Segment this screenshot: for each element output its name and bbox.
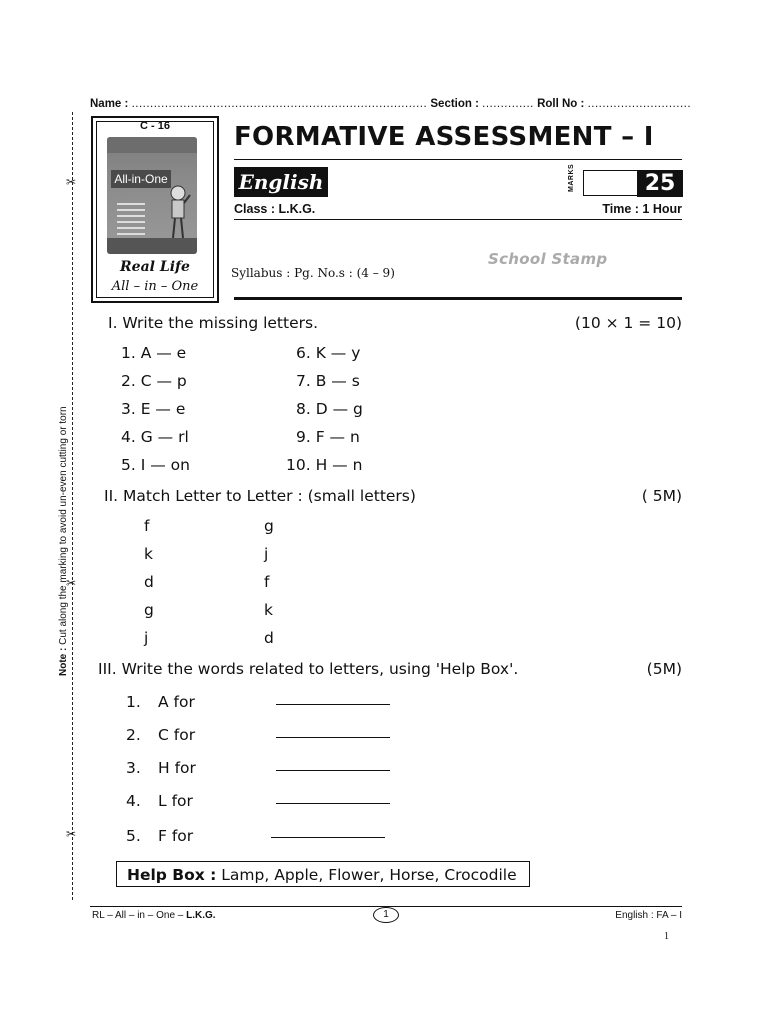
list-item: 8. D — g — [296, 400, 363, 418]
help-box-label: Help Box : — [127, 866, 217, 884]
page-title: FORMATIVE ASSESSMENT – I — [234, 122, 654, 152]
syllabus: Syllabus : Pg. No.s : (4 – 9) — [231, 266, 395, 280]
scissors-icon: ✂ — [66, 576, 77, 590]
match-right[interactable]: k — [264, 601, 273, 619]
footer-right: English : FA – I — [615, 910, 682, 921]
name-field[interactable]: ................................................................................ — [131, 98, 428, 110]
list-item: 7. B — s — [296, 372, 360, 390]
marks-obtained-box[interactable] — [583, 170, 639, 196]
item-number: 2. — [126, 726, 141, 744]
scissors-icon: ✂ — [66, 827, 77, 841]
divider — [234, 297, 682, 300]
total-marks: 25 — [637, 170, 683, 197]
list-item: C for — [158, 726, 196, 744]
item-number: 4. — [126, 792, 141, 810]
side-note: Note : Cut along the marking to avoid un-even cutting or torn — [58, 406, 69, 676]
item-number: 5. — [126, 827, 141, 845]
name-label: Name : — [90, 98, 129, 110]
roll-field[interactable]: ............................ — [587, 98, 692, 110]
match-right[interactable]: f — [264, 573, 270, 591]
divider — [234, 159, 682, 160]
list-item: 5. I — on — [121, 456, 190, 474]
cut-line — [72, 112, 73, 900]
answer-blank[interactable] — [276, 770, 390, 771]
match-left[interactable]: j — [144, 629, 149, 647]
answer-blank[interactable] — [271, 837, 385, 838]
divider — [234, 219, 682, 220]
list-item: A for — [158, 693, 195, 711]
page-number: 1 — [664, 931, 669, 942]
answer-blank[interactable] — [276, 803, 390, 804]
q1-heading: I. Write the missing letters. — [108, 314, 318, 332]
roll-label: Roll No : — [537, 98, 585, 110]
list-item: 6. K — y — [296, 344, 361, 362]
list-item: 4. G — rl — [121, 428, 189, 446]
list-item: 9. F — n — [296, 428, 360, 446]
item-number: 3. — [126, 759, 141, 777]
q3-marks: (5M) — [646, 660, 682, 678]
school-stamp-area: School Stamp — [488, 250, 608, 268]
list-item: 10. H — n — [286, 456, 363, 474]
q2-marks: ( 5M) — [641, 487, 682, 505]
help-box — [116, 861, 530, 887]
list-item: F for — [158, 827, 194, 845]
answer-blank[interactable] — [276, 704, 390, 705]
book-caption-1: Real Life — [120, 259, 190, 275]
q3-heading: III. Write the words related to letters, using 'Help Box'. — [98, 660, 519, 678]
footer-page-badge: 1 — [373, 907, 399, 923]
student-details-line — [90, 98, 692, 110]
match-right[interactable]: j — [264, 545, 269, 563]
book-code: C - 16 — [140, 120, 170, 132]
list-item: L for — [158, 792, 193, 810]
item-number: 1. — [126, 693, 141, 711]
match-right[interactable]: d — [264, 629, 274, 647]
match-right[interactable]: g — [264, 517, 274, 535]
list-item: 1. A — e — [121, 344, 187, 362]
match-left[interactable]: g — [144, 601, 154, 619]
footer-left: RL – All – in – One – L.K.G. — [92, 910, 216, 921]
class-label: Class : L.K.G. — [234, 202, 316, 216]
book-caption-2: All – in – One — [111, 279, 199, 294]
match-left[interactable]: f — [144, 517, 150, 535]
subject-badge: English — [234, 167, 328, 197]
book-box — [91, 116, 219, 303]
class-time-row — [234, 202, 682, 216]
scissors-icon: ✂ — [66, 175, 77, 189]
time-label: Time : 1 Hour — [602, 202, 682, 216]
q1-marks: (10 × 1 = 10) — [574, 314, 682, 332]
cover-title: All-in-One — [111, 170, 171, 188]
section-field[interactable]: .............. — [482, 98, 534, 110]
answer-blank[interactable] — [276, 737, 390, 738]
help-box-words: Lamp, Apple, Flower, Horse, Crocodile — [221, 866, 517, 884]
list-item: H for — [158, 759, 196, 777]
child-illustration-icon — [165, 183, 191, 243]
book-cover-image — [107, 137, 197, 254]
match-left[interactable]: k — [144, 545, 153, 563]
list-item: 3. E — e — [121, 400, 186, 418]
section-label: Section : — [430, 98, 479, 110]
q2-heading: II. Match Letter to Letter : (small letters) — [104, 487, 416, 505]
marks-label: MARKS — [568, 163, 575, 192]
match-left[interactable]: d — [144, 573, 154, 591]
list-item: 2. C — p — [121, 372, 187, 390]
